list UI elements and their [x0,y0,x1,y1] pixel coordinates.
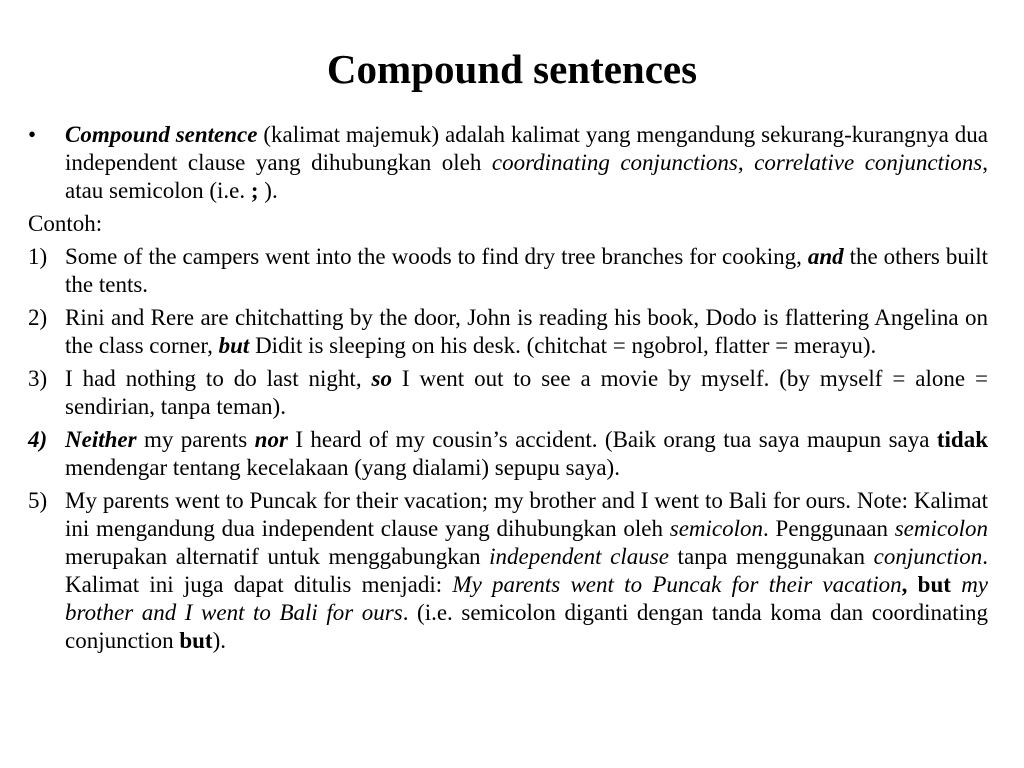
conjunction-terms: coordinating conjunctions, correlative conjunctions [491,150,983,175]
term-semicolon: semicolon [894,516,988,541]
example-text-part: ). [212,628,227,653]
slide-title: Compound sentences [326,46,698,92]
example-text-part: My parents went to Puncak for their vacation; my brother and I went to Bali for ours. Note: Kalimat ini mengandung dua independent clause yang dihubungkan oleh [65,488,988,541]
conjunction-and: and [807,244,844,269]
example-number: 5) [28,488,48,513]
example-number: 1) [28,244,48,269]
example-text [65,304,988,360]
example-text-part: . (i.e. semicolon diganti dengan tanda koma dan coordinating conjunction [65,600,988,653]
term-compound-sentence: Compound sentence [65,122,258,147]
example-text-part: the others built the tents. [65,244,989,297]
semicolon-symbol: ; [250,178,259,203]
conjunction-but: but [218,333,250,358]
example-2 [28,304,988,360]
term-conjunction: conjunction [873,544,983,569]
example-text-part [951,572,961,597]
example-text-part: mendengar tentang kecelakaan (yang dialami) sepupu saya). [65,455,620,480]
example-number: 2) [28,305,48,330]
definition-part-3: ). [258,178,278,203]
example-5 [28,487,988,655]
example-text-part: I had nothing to do last night, [65,366,372,391]
example-number: 3) [28,366,48,391]
example-text-part: my parents [136,427,255,452]
example-text [65,365,988,421]
bullet-marker: • [28,122,37,147]
term-independent-clause: independent clause [489,544,669,569]
example-1 [28,243,988,299]
definition-bullet [28,121,988,205]
example-text-part: I heard of my cousin’s accident. (Baik orang tua saya maupun saya [287,427,937,452]
conjunction-so: so [371,366,392,391]
example-text-part: Didit is sleeping on his desk. (chitchat = ngobrol, flatter = merayu). [249,333,877,358]
definition-part-2: , atau semicolon (i.e. [65,150,989,203]
example-text-part: I went out to see a movie by myself. (by myself = alone = sendirian, tanpa teman). [65,366,988,419]
definition-part-1: (kalimat majemuk) adalah kalimat yang mengandung sekurang-kurangnya dua independent clause yang dihubungkan oleh [65,122,988,175]
example-text [65,426,988,482]
example-text-part: Rini and Rere are chitchatting by the door, John is reading his book, Dodo is flattering Angelina on the class corner, [65,305,988,358]
term-semicolon: semicolon [669,516,764,541]
definition-text [65,121,988,205]
example-text-part: . Penggunaan [763,516,895,541]
example-text-part: tanpa menggunakan [668,544,874,569]
rewritten-clause-2: my brother and I went to Bali for ours [65,572,989,625]
example-3 [28,365,988,421]
example-number: 4) [28,427,48,452]
slide-body [28,121,988,660]
example-text-part: Some of the campers went into the woods to find dry tree branches for cooking, [65,244,808,269]
conjunction-but: , but [901,572,951,597]
example-text [65,487,988,655]
conjunction-nor: nor [254,427,288,452]
example-text-part: merupakan alternatif untuk menggabungkan [65,544,490,569]
example-4 [28,426,988,482]
word-tidak: tidak [936,427,988,452]
example-text [65,243,988,299]
conjunction-neither: Neither [65,427,137,452]
example-text-part: . Kalimat ini juga dapat ditulis menjadi: [65,544,988,597]
rewritten-clause-1: My parents went to Puncak for their vacation [452,572,902,597]
conjunction-but: but [179,628,213,653]
contoh-label: Contoh: [28,211,103,236]
